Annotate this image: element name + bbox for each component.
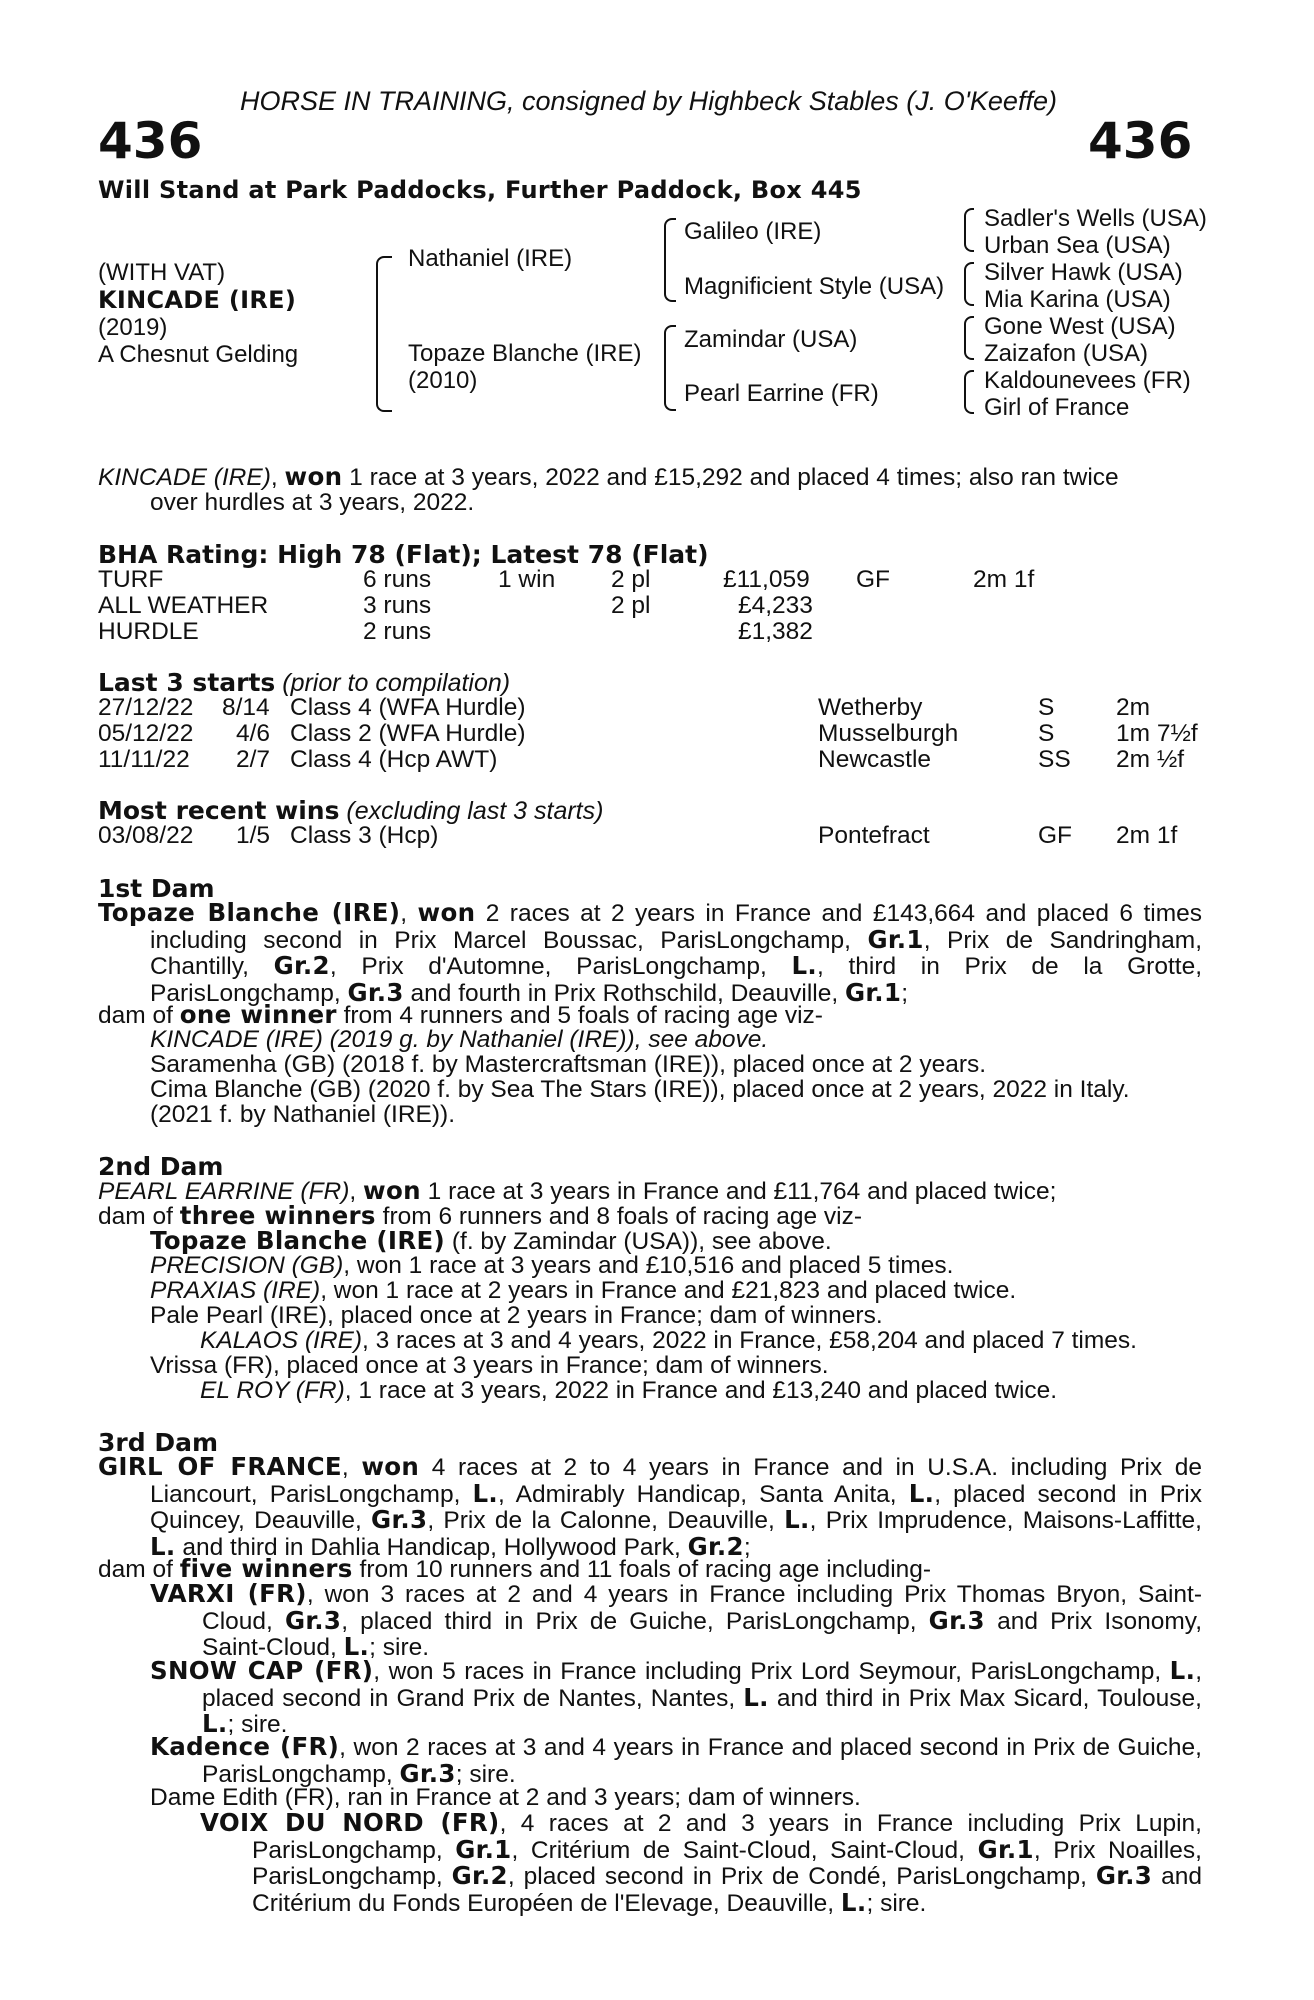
dam-of-winners: five winners xyxy=(179,1554,353,1583)
start-race: Class 4 (WFA Hurdle) xyxy=(290,694,526,721)
dam1-progeny-3: Cima Blanche (GB) (2020 f. by Sea The Stars (IRE)), placed once at 2 years, 2022 in Italy. xyxy=(150,1076,1130,1103)
progeny-text: ; sire. xyxy=(866,1889,927,1917)
pedigree-brace-g1 xyxy=(964,208,974,252)
progeny-text: and third in Prix Max Sicard, Toulouse, xyxy=(768,1684,1202,1712)
dam3-progeny-varxi xyxy=(150,1581,1202,1661)
progeny-name: VOIX DU NORD (FR) xyxy=(200,1808,500,1837)
pedigree-g1: Sadler's Wells (USA) xyxy=(984,205,1207,232)
grade-badge: Gr.3 xyxy=(347,977,404,1007)
dam2-record: PEARL EARRINE (FR), won 1 race at 3 years in France and £11,764 and placed twice; xyxy=(98,1176,1057,1205)
dam3-progeny-voixdunord xyxy=(200,1810,1202,1916)
summary-text-1: 1 race at 3 years, 2022 and £15,292 and placed 4 times; also ran twice xyxy=(342,464,1119,491)
progeny-record xyxy=(200,1810,1202,1916)
progeny-text: , won 2 races at 3 and 4 years in France and placed second in Prix de Guiche, ParisLongchamp, xyxy=(202,1734,1202,1788)
pedigree-brace-g4 xyxy=(964,370,974,414)
dam-of-text: dam of xyxy=(98,1203,180,1230)
start-course: Wetherby xyxy=(818,694,923,721)
rating-going: GF xyxy=(856,566,891,593)
grade-badge: L. xyxy=(202,1709,228,1738)
dam3-text: , Admirably Handicap, Santa Anita, xyxy=(498,1480,909,1508)
rating-runs: 6 runs xyxy=(363,566,432,593)
dam1-progeny-4: (2021 f. by Nathaniel (IRE)). xyxy=(150,1101,456,1128)
progeny-record xyxy=(150,1581,1202,1661)
dam2-progeny-5 xyxy=(200,1328,1137,1354)
dam3-text: , placed second in Prix Quincey, Deauville, xyxy=(150,1480,1203,1534)
progeny-text: , 3 races at 3 and 4 years, 2022 in France, £58,204 and placed 7 times. xyxy=(362,1327,1137,1354)
stand-line: Will Stand at Park Paddocks, Further Paddock, Box 445 xyxy=(98,176,862,204)
dam3-progeny-snowcap xyxy=(150,1658,1202,1738)
pedigree-brace-main xyxy=(376,256,392,412)
start-course: Musselburgh xyxy=(818,720,959,747)
grade-badge: Gr.1 xyxy=(867,924,924,954)
grade-badge: L. xyxy=(743,1682,769,1712)
pedigree-g5: Gone West (USA) xyxy=(984,313,1176,340)
rating-surface: TURF xyxy=(98,566,164,593)
dam3-section xyxy=(98,1454,1202,1560)
grade-badge: Gr.3 xyxy=(1095,1861,1153,1890)
dam1-section xyxy=(98,900,1202,1006)
progeny-name: VARXI (FR) xyxy=(150,1579,307,1608)
grade-badge: L. xyxy=(472,1478,499,1508)
progeny-name: Kadence (FR) xyxy=(150,1732,340,1761)
pedigree-brace-g2 xyxy=(964,262,974,306)
pedigree-brace-dam xyxy=(664,325,676,411)
summary-won: won xyxy=(284,462,343,491)
start-position: 8/14 xyxy=(222,694,270,721)
progeny-text: (f. by Zamindar (USA)), see above. xyxy=(445,1228,832,1255)
progeny-text: , 4 races at 2 and 3 years in France including Prix Lupin, ParisLongchamp, xyxy=(252,1810,1202,1864)
progeny-text: ; sire. xyxy=(455,1760,516,1788)
start-course: Newcastle xyxy=(818,746,932,773)
consignment-line: HORSE IN TRAINING, consigned by Highbeck Stables (J. O'Keeffe) xyxy=(240,86,1057,116)
dam2-title: 2nd Dam xyxy=(98,1152,224,1181)
start-date: 05/12/22 xyxy=(98,720,194,747)
dam1-name: Topaze Blanche (IRE) xyxy=(98,898,401,927)
start-date: 11/11/22 xyxy=(98,746,190,773)
win-going: GF xyxy=(1038,822,1073,849)
dam2-progeny-6: Vrissa (FR), placed once at 3 years in France; dam of winners. xyxy=(150,1352,829,1379)
start-position: 4/6 xyxy=(236,720,271,747)
horse-name: KINCADE (IRE) xyxy=(98,286,297,314)
start-going: SS xyxy=(1038,746,1071,773)
start-going: S xyxy=(1038,720,1055,747)
summary-line-2: over hurdles at 3 years, 2022. xyxy=(150,489,475,516)
rating-money: £1,382 xyxy=(738,618,813,645)
dam-of-text: dam of xyxy=(98,1002,180,1029)
grade-badge: Gr.3 xyxy=(284,1605,342,1635)
dam3-title: 3rd Dam xyxy=(98,1428,218,1457)
dam1-text: , third in Prix de la Grotte, ParisLongchamp, xyxy=(150,953,1202,1007)
rating-runs: 2 runs xyxy=(363,618,432,645)
dam3-name: GIRL OF FRANCE xyxy=(98,1452,342,1481)
grade-badge: L. xyxy=(784,1505,810,1534)
dam2-progeny-3 xyxy=(150,1278,1016,1304)
dam3-record: GIRL OF FRANCE, won 4 races at 2 to 4 years in France and in U.S.A. including Prix de Liancourt, ParisLongchamp, L., Admirably Handicap, Santa Anita, L., placed second in Prix Quincey, Deauville, Gr.3, Prix de la Calonne, Deauville, L., Prix Imprudence, Maisons-Laffitte, L. and third in Dahlia Handicap, Hollywood Park, Gr.2; xyxy=(98,1452,1203,1561)
progeny-text: , Prix Noailles, ParisLongchamp, xyxy=(252,1836,1202,1890)
dam1-progeny-1: KINCADE (IRE) (2019 g. by Nathaniel (IRE)), see above. xyxy=(150,1026,769,1053)
grade-badge: Gr.1 xyxy=(455,1834,512,1864)
progeny-text: , placed second in Prix de Condé, ParisLongchamp, xyxy=(507,1863,1096,1890)
progeny-text: , won 1 race at 3 years and £10,516 and placed 5 times. xyxy=(343,1252,954,1279)
grade-badge: L. xyxy=(1169,1656,1196,1685)
progeny-record xyxy=(150,1658,1202,1738)
pedigree-g7: Kaldounevees (FR) xyxy=(984,367,1191,394)
progeny-name: EL ROY (FR) xyxy=(200,1377,345,1404)
progeny-text: ; sire. xyxy=(227,1711,288,1738)
dam3-won: won xyxy=(361,1452,420,1481)
rating-placed: 2 pl xyxy=(611,566,651,593)
win-race: Class 3 (Hcp) xyxy=(290,822,439,849)
dam2-won: won xyxy=(363,1176,421,1205)
progeny-text: , 1 race at 3 years, 2022 in France and £13,240 and placed twice. xyxy=(344,1377,1058,1404)
dam1-progeny-2: Saramenha (GB) (2018 f. by Mastercraftsman (IRE)), placed once at 2 years. xyxy=(150,1051,987,1078)
dam3-text: 4 races at 2 to 4 years in France and in U.S.A. including Prix de Liancourt, ParisLongchamp, xyxy=(150,1454,1202,1508)
rating-wins: 1 win xyxy=(498,566,556,593)
dam3-progeny-kadence xyxy=(150,1734,1202,1787)
dam2-progeny-4: Pale Pearl (IRE), placed once at 2 years in France; dam of winners. xyxy=(150,1302,883,1329)
start-race: Class 2 (WFA Hurdle) xyxy=(290,720,526,747)
dam3-progeny-dame-edith: Dame Edith (FR), ran in France at 2 and 3 years; dam of winners. xyxy=(150,1784,861,1811)
grade-badge: L. xyxy=(150,1531,176,1561)
pedigree-g6: Zaizafon (USA) xyxy=(984,340,1149,367)
dam1-text: ; xyxy=(901,979,909,1007)
last-starts-subtitle: (prior to compilation) xyxy=(275,669,511,697)
start-position: 2/7 xyxy=(236,746,271,773)
dam2-name: PEARL EARRINE (FR) xyxy=(98,1178,350,1205)
grade-badge: Gr.3 xyxy=(399,1758,456,1788)
progeny-name: PRAXIAS (IRE) xyxy=(150,1277,321,1304)
rating-title: BHA Rating: High 78 (Flat); Latest 78 (Flat) xyxy=(98,540,709,569)
pedigree-sire: Nathaniel (IRE) xyxy=(408,245,573,272)
rating-placed: 2 pl xyxy=(611,592,651,619)
horse-year: (2019) xyxy=(98,314,168,341)
progeny-record xyxy=(150,1734,1202,1787)
dam-of-text: from 10 runners and 11 foals of racing age including- xyxy=(352,1556,932,1583)
progeny-text: , placed third in Prix de Guiche, ParisLongchamp, xyxy=(341,1607,929,1635)
progeny-text: and Prix Isonomy, Saint-Cloud, xyxy=(202,1607,1202,1661)
dam-of-text: from 4 runners and 5 foals of racing age viz- xyxy=(336,1002,823,1029)
grade-badge: Gr.2 xyxy=(687,1531,744,1561)
dam-of-text: dam of xyxy=(98,1556,180,1583)
rating-surface: HURDLE xyxy=(98,618,199,645)
dam2-progeny-2 xyxy=(150,1253,953,1279)
dam1-title: 1st Dam xyxy=(98,874,215,903)
progeny-text: , won 3 races at 2 and 4 years in France including Prix Thomas Bryon, Saint-Cloud, xyxy=(202,1581,1203,1635)
grade-badge: Gr.2 xyxy=(273,951,330,980)
win-date: 03/08/22 xyxy=(98,822,194,849)
grade-badge: Gr.1 xyxy=(844,977,902,1007)
pedigree-sire-sire: Galileo (IRE) xyxy=(684,218,822,245)
dam1-text: 2 races at 2 years in France and £143,664 and placed 6 times including second in Prix Marcel Boussac, ParisLongchamp, xyxy=(150,900,1202,954)
dam2-progeny-1 xyxy=(150,1228,832,1255)
dam3-text: ; xyxy=(743,1533,751,1561)
dam3-text: , Prix Imprudence, Maisons-Laffitte, xyxy=(809,1507,1202,1534)
progeny-name: Topaze Blanche (IRE) xyxy=(150,1226,446,1255)
progeny-name: KALAOS (IRE) xyxy=(200,1327,363,1354)
progeny-text: ; sire. xyxy=(369,1634,430,1661)
dam1-text: , Prix d'Automne, ParisLongchamp, xyxy=(329,953,792,980)
grade-badge: L. xyxy=(908,1478,935,1508)
recent-wins-title: Most recent wins xyxy=(98,796,340,825)
grade-badge: Gr.3 xyxy=(928,1605,985,1635)
pedigree-brace-g3 xyxy=(964,316,974,360)
dam2-progeny-7 xyxy=(200,1378,1057,1404)
dam3-text: and third in Dahlia Handicap, Hollywood Park, xyxy=(175,1533,688,1561)
summary-name: KINCADE (IRE) xyxy=(98,464,271,491)
start-distance: 1m 7½f xyxy=(1116,720,1198,747)
dam1-record: Topaze Blanche (IRE), won 2 races at 2 years in France and £143,664 and placed 6 times including second in Prix Marcel Boussac, ParisLongchamp, Gr.1, Prix de Sandringham, Chantilly, Gr.2, Prix d'Automne, ParisLongchamp, L., third in Prix de la Grotte, ParisLongchamp, Gr.3 and fourth in Prix Rothschild, Deauville, Gr.1; xyxy=(98,898,1202,1007)
pedigree-g8: Girl of France xyxy=(984,394,1130,421)
pedigree-g4: Mia Karina (USA) xyxy=(984,286,1171,313)
pedigree-brace-sire xyxy=(664,218,676,302)
vat-label: (WITH VAT) xyxy=(98,259,226,286)
grade-badge: L. xyxy=(791,951,817,980)
progeny-name: PRECISION (GB) xyxy=(150,1252,344,1279)
rating-money: £11,059 xyxy=(723,566,810,593)
progeny-text: , won 1 race at 2 years in France and £21,823 and placed twice. xyxy=(320,1277,1017,1304)
summary-line-1: KINCADE (IRE), won 1 race at 3 years, 2022 and £15,292 and placed 4 times; also ran twice xyxy=(98,462,1119,491)
grade-badge: Gr.3 xyxy=(371,1505,428,1534)
dam-of-winners: three winners xyxy=(179,1201,376,1230)
progeny-text: and Critérium du Fonds Européen de l'Elevage, Deauville, xyxy=(252,1863,1202,1917)
grade-badge: L. xyxy=(343,1632,370,1661)
rating-surface: ALL WEATHER xyxy=(98,592,269,619)
recent-wins-subtitle: (excluding last 3 starts) xyxy=(339,797,604,825)
progeny-name: SNOW CAP (FR) xyxy=(150,1656,374,1685)
win-distance: 2m 1f xyxy=(1116,822,1178,849)
grade-badge: Gr.1 xyxy=(977,1834,1034,1864)
lot-number-right: 436 xyxy=(1088,112,1193,170)
rating-distance: 2m 1f xyxy=(973,566,1035,593)
start-race: Class 4 (Hcp AWT) xyxy=(290,746,498,773)
dam-of-text: from 6 runners and 8 foals of racing age viz- xyxy=(375,1203,862,1230)
dam1-text: , Prix de Sandringham, Chantilly, xyxy=(150,926,1202,980)
progeny-text: , won 5 races in France including Prix Lord Seymour, ParisLongchamp, xyxy=(373,1658,1170,1685)
dam1-text: and fourth in Prix Rothschild, Deauville, xyxy=(403,979,845,1007)
progeny-text: , Critérium de Saint-Cloud, Saint-Cloud, xyxy=(511,1836,978,1864)
pedigree-dam-sire: Zamindar (USA) xyxy=(684,326,858,353)
dam3-text: , Prix de la Calonne, Deauville, xyxy=(427,1507,785,1534)
dam-of-winners: one winner xyxy=(179,1000,337,1029)
dam2-text: 1 race at 3 years in France and £11,764 and placed twice; xyxy=(420,1178,1057,1205)
pedigree-g2: Urban Sea (USA) xyxy=(984,232,1171,259)
progeny-text: , placed second in Grand Prix de Nantes, Nantes, xyxy=(202,1658,1203,1712)
start-distance: 2m xyxy=(1116,694,1151,721)
pedigree-dam-dam: Pearl Earrine (FR) xyxy=(684,380,879,407)
win-position: 1/5 xyxy=(236,822,271,849)
dam1-won: won xyxy=(417,898,476,927)
pedigree-dam: Topaze Blanche (IRE) xyxy=(408,340,642,367)
grade-badge: Gr.2 xyxy=(451,1861,508,1890)
win-course: Pontefract xyxy=(818,822,930,849)
horse-description: A Chesnut Gelding xyxy=(98,341,299,368)
rating-money: £4,233 xyxy=(738,592,813,619)
rating-runs: 3 runs xyxy=(363,592,432,619)
pedigree-sire-dam: Magnificient Style (USA) xyxy=(684,273,945,300)
lot-number-left: 436 xyxy=(98,112,203,170)
grade-badge: L. xyxy=(840,1887,867,1917)
dam1-dam-of xyxy=(98,1002,823,1029)
start-going: S xyxy=(1038,694,1055,721)
last-starts-title: Last 3 starts xyxy=(98,668,276,697)
pedigree-g3: Silver Hawk (USA) xyxy=(984,259,1183,286)
start-distance: 2m ½f xyxy=(1116,746,1185,773)
start-date: 27/12/22 xyxy=(98,694,194,721)
pedigree-dam-year: (2010) xyxy=(408,367,478,394)
